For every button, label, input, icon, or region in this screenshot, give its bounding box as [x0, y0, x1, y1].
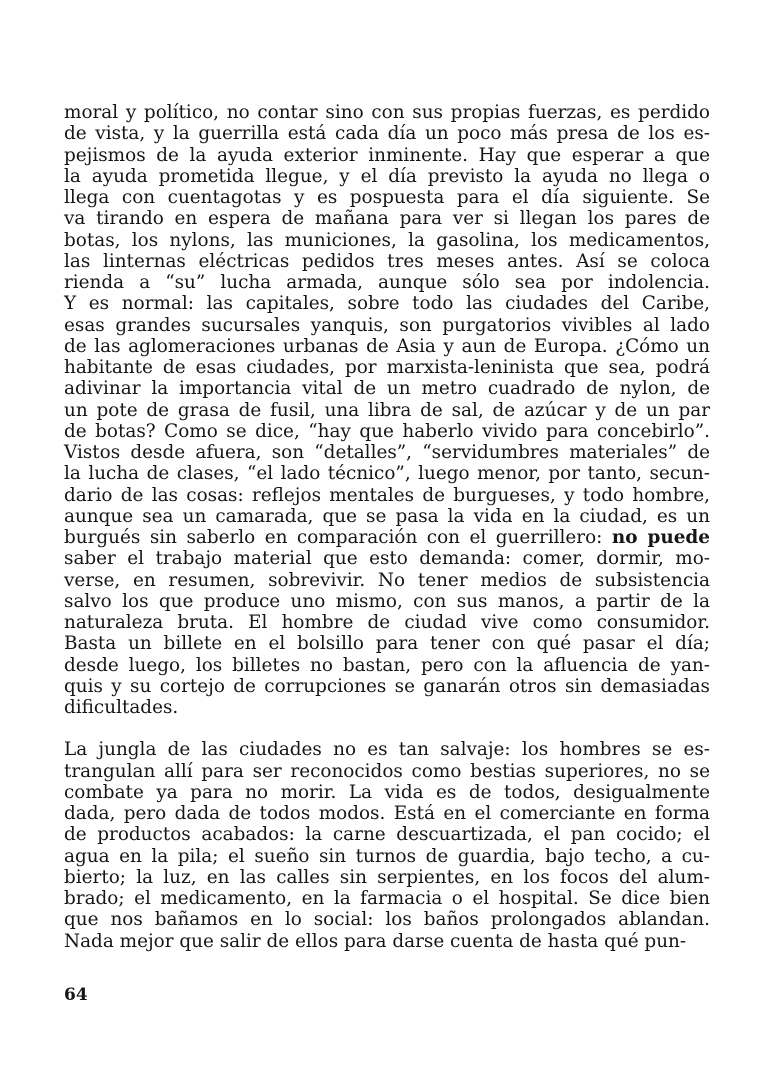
paragraph-1	[64, 102, 710, 718]
text-line: combate ya para no morir. La vida es de todos, desigualmente	[64, 781, 710, 803]
text-line: agua en la pila; el sueño sin turnos de guardia, bajo techo, a cu-	[64, 845, 710, 867]
text-line: burgués sin saberlo en comparación con el guerrillero: no puede	[64, 527, 710, 548]
page-body	[64, 102, 710, 952]
text-line: Y es normal: las capitales, sobre todo las ciudades del Caribe,	[64, 293, 710, 315]
paragraph-2	[64, 739, 710, 952]
text-line: desde luego, los billetes no bastan, pero con la afluencia de yan-	[64, 654, 710, 676]
text-line: bierto; la luz, en las calles sin serpientes, en los focos del alum-	[64, 866, 710, 888]
paragraph-gap	[64, 718, 710, 739]
text-line: rienda a “su” lucha armada, aunque sólo sea por indolencia.	[64, 272, 710, 293]
text-line: de botas? Como se dice, “hay que haberlo vivido para concebirlo”.	[64, 420, 710, 442]
text-line: saber el trabajo material que esto demanda: comer, dormir, mo-	[64, 548, 710, 570]
text-line: un pote de grasa de fusil, una libra de sal, de azúcar y de un par	[64, 399, 710, 421]
text-line: de las aglomeraciones urbanas de Asia y aun de Europa. ¿Cómo un	[64, 335, 710, 357]
page-number: 64	[64, 985, 88, 1005]
text-line: aunque sea un camarada, que se pasa la vida en la ciudad, es un	[64, 505, 710, 527]
text-line: moral y político, no contar sino con sus propias fuerzas, es perdido	[64, 102, 710, 123]
text-line: la lucha de clases, “el lado técnico”, luego menor, por tanto, secun-	[64, 463, 710, 485]
text-line: dificultades.	[64, 697, 179, 718]
text-line: las linternas eléctricas pedidos tres meses antes. Así se coloca	[64, 250, 710, 272]
text-line: llega con cuentagotas y es pospuesta para el día siguiente. Se	[64, 187, 710, 208]
text-line: esas grandes sucursales yanquis, son purgatorios vivibles al lado	[64, 314, 710, 336]
text-line: naturaleza bruta. El hombre de ciudad vive como consumidor.	[64, 612, 710, 633]
text-line: que nos bañamos en lo social: los baños prolongados ablandan.	[64, 909, 710, 931]
text-line: va tirando en espera de mañana para ver si llegan los pares de	[64, 208, 710, 230]
text-line: brado; el medicamento, en la farmacia o el hospital. Se dice bien	[64, 888, 710, 909]
text-line: habitante de esas ciudades, por marxista-leninista que sea, podrá	[64, 357, 710, 378]
text-line: adivinar la importancia vital de un metro cuadrado de nylon, de	[64, 378, 710, 400]
text-line: Basta un billete en el bolsillo para tener con qué pasar el día;	[64, 633, 710, 655]
text-line: dario de las cosas: reflejos mentales de burgueses, y todo hombre,	[64, 484, 710, 506]
text-line: verse, en resumen, sobrevivir. No tener medios de subsistencia	[64, 569, 710, 591]
text-line: Vistos desde afuera, son “detalles”, “servidumbres materiales” de	[64, 442, 710, 463]
text-line: La jungla de las ciudades no es tan salvaje: los hombres se es-	[64, 739, 710, 761]
text-line: de vista, y la guerrilla está cada día un poco más presa de los es-	[64, 123, 710, 145]
text-line: de productos acabados: la carne descuartizada, el pan cocido; el	[64, 824, 710, 846]
text-line: salvo los que produce uno mismo, con sus manos, a partir de la	[64, 590, 710, 612]
text-line: Nada mejor que salir de ellos para darse cuenta de hasta qué pun-	[64, 930, 687, 952]
text-line: trangulan allí para ser reconocidos como bestias superiores, no se	[64, 760, 710, 782]
text-line: pejismos de la ayuda exterior inminente. Hay que esperar a que	[64, 144, 710, 166]
text-line: dada, pero dada de todos modos. Está en el comerciante en forma	[64, 803, 710, 824]
text-line: botas, los nylons, las municiones, la gasolina, los medicamentos,	[64, 229, 710, 251]
text-line: quis y su cortejo de corrupciones se ganarán otros sin demasiadas	[64, 675, 710, 697]
text-line: la ayuda prometida llegue, y el día previsto la ayuda no llega o	[64, 165, 710, 187]
